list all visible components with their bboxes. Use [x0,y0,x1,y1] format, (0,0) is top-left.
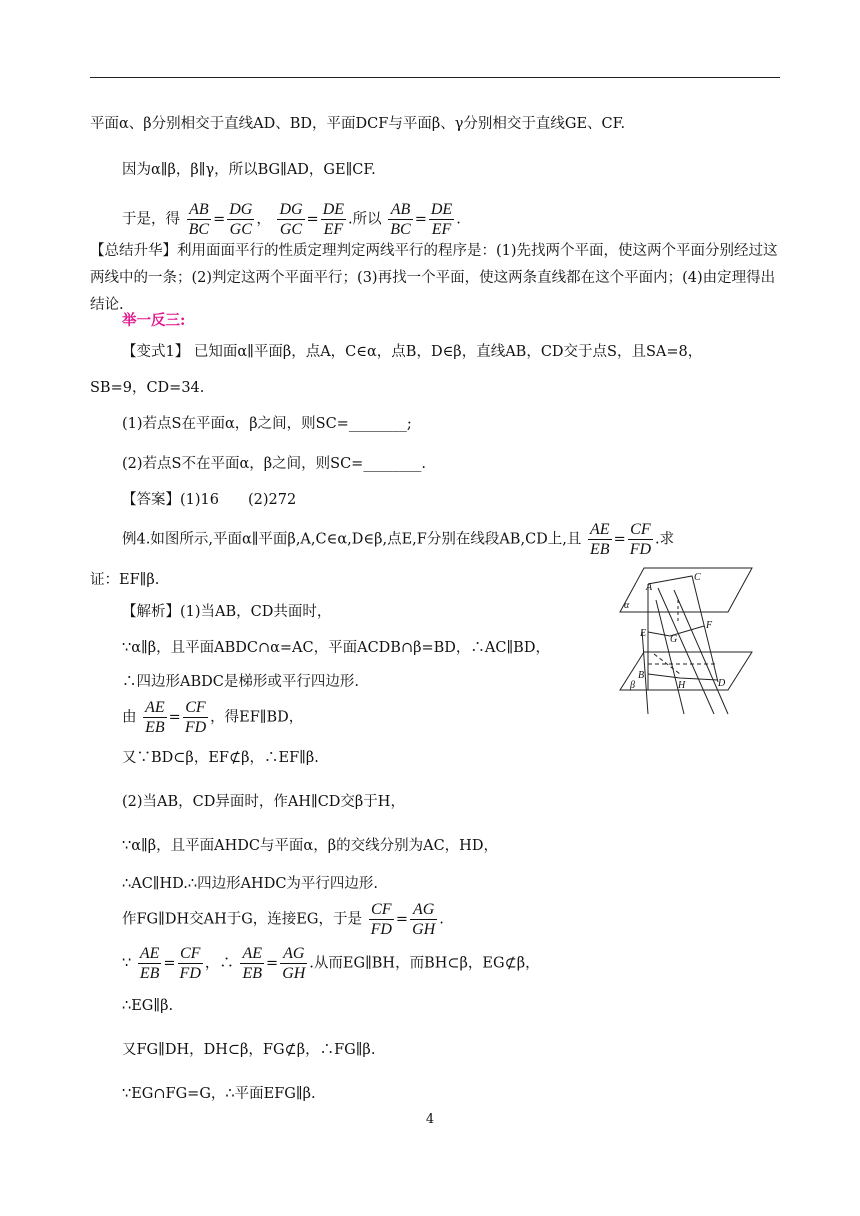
fraction: $\frac{CF}{FD}$ [179,945,201,982]
text-line: 因为α∥β，β∥γ，所以BG∥AD，GE∥CF. [122,162,376,178]
solution-line: ∴EG∥β. [122,998,174,1014]
solution-line: ∵ $\frac{AE}{EB}$ = $\frac{CF}{FD}$ ，∴ $\frac{AE}{EB}$ = $\frac{AG}{GH}$ .从而EG∥BH，而BH⊂β，EG⊄β， [122,945,540,982]
label-B: B [638,670,645,681]
fraction: $\frac{AB}{BC}$ [390,201,411,238]
solution-line: (2)当AB，CD异面时，作AH∥CD交β于H， [122,794,405,810]
solution-line: ∴四边形ABDC是梯形或平行四边形. [122,674,359,690]
answer-line: 【答案】(1)16 (2)272 [122,492,297,508]
fraction: $\frac{CF}{FD}$ [629,521,652,558]
plane-alpha [620,568,752,612]
fraction: $\frac{DE}{EF}$ [430,201,453,238]
label-E: E [640,628,647,639]
example-4-line: 证：EF∥β. [90,572,160,588]
fraction: $\frac{AE}{EB}$ [145,699,165,736]
variant-line: 【变式1】 已知面α∥平面β，点A，C∈α，点B，D∈β，直线AB，CD交于点S，且SA=8， [122,344,703,360]
fraction: $\frac{AE}{EB}$ [242,945,263,982]
label-H: H [678,680,686,691]
label-alpha: α [624,600,630,611]
header-rule [90,77,780,78]
fraction: $\frac{DE}{EF}$ [322,201,345,238]
fraction: $\frac{DG}{GC}$ [229,201,253,238]
label-F: F [706,620,713,631]
fraction: $\frac{CF}{FD}$ [370,901,392,938]
fraction: $\frac{DG}{GC}$ [279,201,303,238]
solution-line: ∵α∥β，且平面AHDC与平面α，β的交线分别为AC，HD， [122,838,498,854]
variant-line: SB=9，CD=34. [90,380,205,396]
summary-paragraph: 【总结升华】利用面面平行的性质定理判定两线平行的程序是：(1)先找两个平面，使这两个平面分别经过这两线中的一条；(2)判定这两个平面平行；(3)再找一个平面，使这两条直线都在这个平面内；(4)由定理得出结论. [90,243,778,313]
fraction: $\frac{AG}{GH}$ [412,901,436,938]
solution-line: 又FG∥DH，DH⊂β，FG⊄β，∴FG∥β. [122,1042,376,1058]
label-G: G [670,634,678,645]
solution-line: ∵α∥β，且平面ABDC∩α=AC，平面ACDB∩β=BD，∴AC∥BD， [122,640,550,656]
fraction: $\frac{AG}{GH}$ [282,945,306,982]
question-2: (2)若点S不在平面α，β之间，则SC=________. [122,456,426,472]
fraction: $\frac{AE}{EB}$ [590,521,610,558]
geometry-figure [618,564,754,716]
text-line: 平面α、β分别相交于直线AD、BD，平面DCF与平面β、γ分别相交于直线GE、CF. [90,116,626,132]
solution-line: 作FG∥DH交AH于G，连接EG，于是 $\frac{CF}{FD}$ = $\frac{AG}{GH}$ . [122,901,444,938]
label-D: D [718,678,726,689]
solution-line: ∵EG∩FG=G，∴平面EFG∥β. [122,1086,316,1102]
fraction: $\frac{AB}{BC}$ [188,201,210,238]
section-heading: 举一反三: [122,312,186,329]
proportion-line: 于是，得 $\frac{AB}{BC}$ = $\frac{DG}{GC}$ ， $\frac{DG}{GC}$ = $\frac{DE}{EF}$ .所以 $\frac{AB}{BC}$ = $\frac{DE}{EF}$ . [122,201,461,238]
solution-line: ∴AC∥HD.∴四边形AHDC为平行四边形. [122,876,379,892]
solution-line: 又∵BD⊂β，EF⊄β，∴EF∥β. [122,750,319,766]
fraction: $\frac{AE}{EB}$ [139,945,160,982]
label-A: A [646,582,653,593]
page-number: 4 [425,1112,435,1127]
label-beta: β [630,680,635,691]
solution-line: 【解析】(1)当AB，CD共面时， [122,604,332,620]
example-4-line: 例4.如图所示,平面α∥平面β,A,C∈α,D∈β,点E,F分别在线段AB,CD上,且 $\frac{AE}{EB}$ = $\frac{CF}{FD}$ .求 [122,521,675,558]
question-1: (1)若点S在平面α，β之间，则SC=________; [122,416,412,432]
fraction: $\frac{CF}{FD}$ [184,699,207,736]
label-C: C [694,572,701,583]
solution-line: 由 $\frac{AE}{EB}$ = $\frac{CF}{FD}$ ，得EF∥BD， [122,699,304,736]
